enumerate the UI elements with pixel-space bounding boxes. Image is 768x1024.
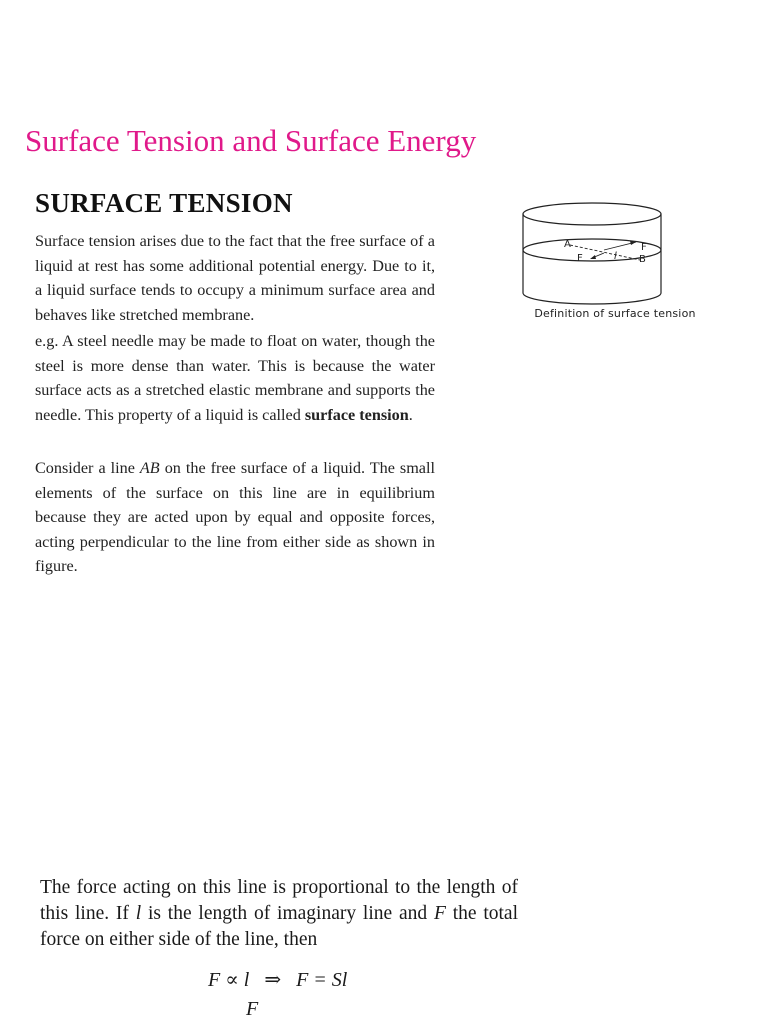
force-paragraph [40, 875, 518, 953]
figure-caption: Definition of surface tension [534, 307, 696, 320]
fraction-numerator: F [246, 998, 259, 1020]
label-b: B [639, 254, 646, 265]
cylinder-bottom-rim [523, 293, 661, 304]
paragraph-2-end: . [408, 405, 413, 424]
paragraph-2 [35, 329, 435, 427]
paragraph-3-text-a: Consider a line [35, 459, 140, 477]
term-surface-tension: surface tension [304, 405, 409, 424]
proportionality-equation [208, 967, 347, 992]
equation-rhs: F = Sl [296, 969, 348, 991]
label-l: l [614, 251, 617, 262]
force-arrowhead-left [590, 255, 596, 259]
paragraph-2-text: e.g. A steel needle may be made to float on water, though the steel is more dense than water. This is because the water surface acts as a stretched elastic membrane and supports the needle. This property of a liquid is called [35, 332, 435, 424]
cylinder-top-rim [523, 203, 661, 225]
force-paragraph-text-b: is the length of imaginary line and [141, 903, 434, 924]
cylinder-diagram [508, 198, 723, 318]
section-heading: SURFACE TENSION [35, 188, 293, 218]
paragraph-3 [35, 456, 435, 579]
force-paragraph-text-c: the total force on either side of the line, then [40, 903, 519, 950]
equation-lhs: F ∝ l [208, 969, 250, 991]
implies-arrow: ⇒ [264, 969, 282, 991]
label-a: A [564, 239, 571, 250]
line-ab-symbol: AB [139, 459, 160, 477]
label-f-top: F [641, 242, 647, 253]
paragraph-3-text-b: on the free surface of a liquid. The small elements of the surface on this line are in equilibrium because they are acted upon by equal and opposite forces, acting perpendicular to the line from either side as shown in figure. [35, 459, 435, 575]
page-title: Surface Tension and Surface Energy [25, 123, 477, 158]
symbol-f: F [433, 903, 446, 924]
force-paragraph-text-a: The force acting on this line is proportional to the length of this line. If [40, 877, 518, 924]
symbol-l: l [135, 903, 142, 924]
paragraph-1: Surface tension arises due to the fact that the free surface of a liquid at rest has some additional potential energy. Due to it, a liquid surface tends to occupy a minimum surface area and behaves like stretched membrane. [35, 232, 435, 324]
label-f-left: F [577, 253, 583, 264]
